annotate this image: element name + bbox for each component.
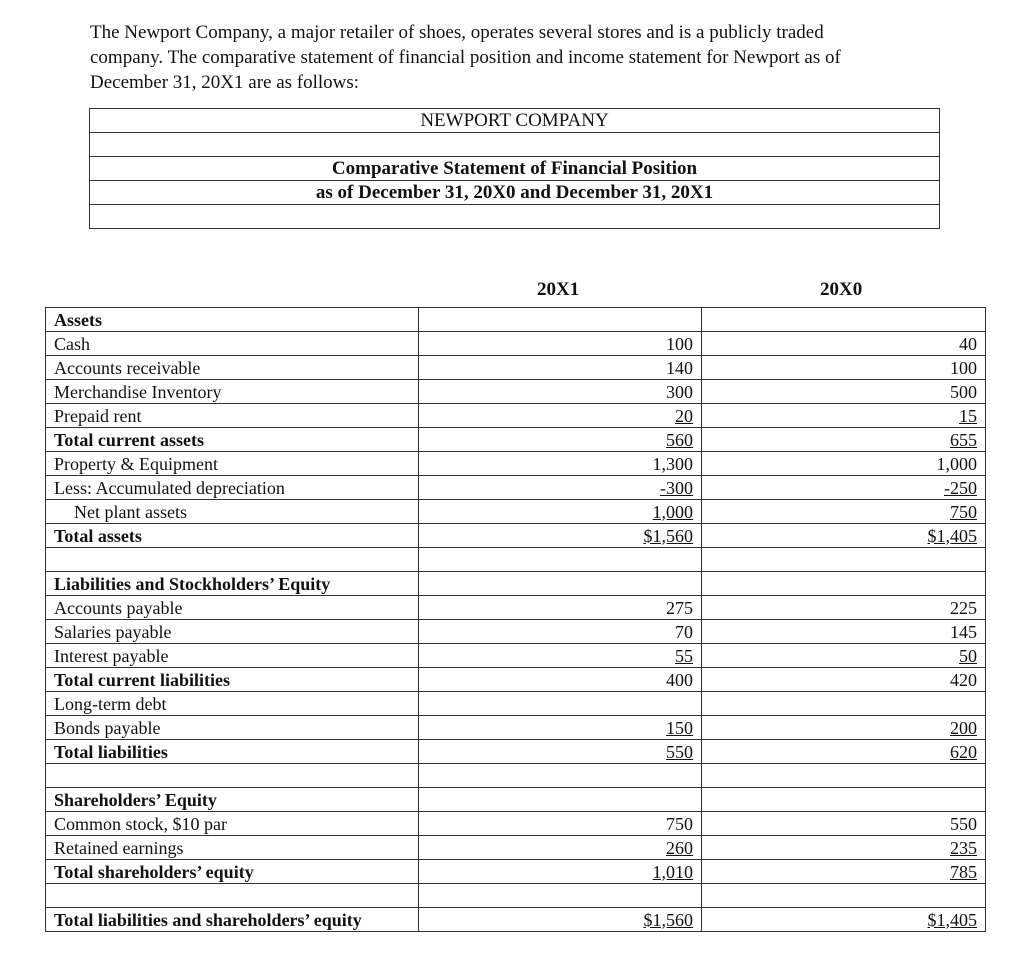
value-20x0 — [702, 692, 986, 716]
value-20x0 — [702, 428, 986, 452]
amount: 55 — [675, 645, 693, 666]
value-20x0 — [702, 380, 986, 404]
table-row — [46, 572, 986, 596]
row-label — [46, 548, 419, 572]
amount: 420 — [950, 669, 977, 690]
value-20x0 — [702, 812, 986, 836]
amount: 750 — [950, 501, 977, 522]
value-20x0 — [702, 716, 986, 740]
amount: 225 — [950, 597, 977, 618]
row-label: Retained earnings — [46, 836, 419, 860]
table-row — [46, 596, 986, 620]
header-spacer — [90, 205, 940, 229]
value-20x1 — [419, 500, 702, 524]
value-20x1 — [419, 452, 702, 476]
table-row — [46, 836, 986, 860]
table-row — [46, 716, 986, 740]
value-20x1 — [419, 524, 702, 548]
amount: $1,405 — [927, 909, 977, 930]
row-label: Liabilities and Stockholders’ Equity — [46, 572, 419, 596]
amount: 40 — [959, 333, 977, 354]
value-20x0 — [702, 740, 986, 764]
row-label: Total shareholders’ equity — [46, 860, 419, 884]
amount: 550 — [666, 741, 693, 762]
table-row — [46, 380, 986, 404]
table-row — [46, 476, 986, 500]
amount: $1,560 — [643, 525, 693, 546]
value-20x1 — [419, 428, 702, 452]
company-name: NEWPORT COMPANY — [90, 109, 940, 133]
row-label: Shareholders’ Equity — [46, 788, 419, 812]
table-row — [46, 764, 986, 788]
value-20x1 — [419, 692, 702, 716]
value-20x0 — [702, 404, 986, 428]
table-row — [46, 404, 986, 428]
value-20x0 — [702, 524, 986, 548]
value-20x0 — [702, 332, 986, 356]
row-label: Prepaid rent — [46, 404, 419, 428]
value-20x1 — [419, 380, 702, 404]
amount: 785 — [950, 861, 977, 882]
amount: 560 — [666, 429, 693, 450]
intro-line: The Newport Company, a major retailer of shoes, operates several stores and is a publicly traded — [90, 22, 824, 43]
table-row — [46, 620, 986, 644]
row-label: Total liabilities — [46, 740, 419, 764]
value-20x0 — [702, 788, 986, 812]
value-20x1 — [419, 644, 702, 668]
amount: 200 — [950, 717, 977, 738]
table-row — [46, 668, 986, 692]
statement-header-table — [89, 108, 940, 229]
value-20x1 — [419, 788, 702, 812]
value-20x0 — [702, 500, 986, 524]
column-header-20x1: 20X1 — [537, 279, 580, 300]
intro-paragraph — [90, 20, 900, 95]
amount: 70 — [675, 621, 693, 642]
amount: 300 — [666, 381, 693, 402]
table-row — [46, 332, 986, 356]
amount: 100 — [950, 357, 977, 378]
amount: 260 — [666, 837, 693, 858]
value-20x0 — [702, 452, 986, 476]
value-20x0 — [702, 596, 986, 620]
amount: 20 — [675, 405, 693, 426]
value-20x1 — [419, 764, 702, 788]
value-20x0 — [702, 860, 986, 884]
amount: 145 — [950, 621, 977, 642]
amount: 100 — [666, 333, 693, 354]
row-label: Accounts payable — [46, 596, 419, 620]
table-row — [46, 428, 986, 452]
row-label: Merchandise Inventory — [46, 380, 419, 404]
amount: 1,010 — [652, 861, 693, 882]
financial-position-table — [45, 307, 986, 932]
amount: 1,000 — [652, 501, 693, 522]
value-20x1 — [419, 404, 702, 428]
amount: 50 — [959, 645, 977, 666]
amount: 655 — [950, 429, 977, 450]
value-20x1 — [419, 836, 702, 860]
intro-line: company. The comparative statement of financial position and income statement for Newport as of — [90, 47, 841, 68]
table-row — [46, 548, 986, 572]
table-row — [46, 356, 986, 380]
value-20x1 — [419, 476, 702, 500]
row-label: Property & Equipment — [46, 452, 419, 476]
value-20x1 — [419, 308, 702, 332]
amount: 140 — [666, 357, 693, 378]
value-20x1 — [419, 356, 702, 380]
table-row — [46, 500, 986, 524]
value-20x1 — [419, 332, 702, 356]
row-label: Bonds payable — [46, 716, 419, 740]
table-row — [46, 644, 986, 668]
amount: $1,405 — [927, 525, 977, 546]
amount: 275 — [666, 597, 693, 618]
value-20x0 — [702, 644, 986, 668]
row-label: Total current assets — [46, 428, 419, 452]
amount: -300 — [660, 477, 693, 498]
amount: 620 — [950, 741, 977, 762]
row-label — [46, 884, 419, 908]
row-label: Salaries payable — [46, 620, 419, 644]
header-spacer — [90, 133, 940, 157]
table-row — [46, 908, 986, 932]
amount: 235 — [950, 837, 977, 858]
amount: 500 — [950, 381, 977, 402]
amount: 1,300 — [652, 453, 693, 474]
value-20x0 — [702, 908, 986, 932]
row-label: Cash — [46, 332, 419, 356]
table-row — [46, 452, 986, 476]
value-20x1 — [419, 908, 702, 932]
row-label: Total current liabilities — [46, 668, 419, 692]
value-20x0 — [702, 308, 986, 332]
amount: 1,000 — [936, 453, 977, 474]
statement-date: as of December 31, 20X0 and December 31, 20X1 — [90, 181, 940, 205]
value-20x0 — [702, 476, 986, 500]
value-20x0 — [702, 836, 986, 860]
row-label: Interest payable — [46, 644, 419, 668]
table-row — [46, 308, 986, 332]
value-20x1 — [419, 620, 702, 644]
value-20x0 — [702, 548, 986, 572]
table-row — [46, 524, 986, 548]
amount: 750 — [666, 813, 693, 834]
value-20x1 — [419, 596, 702, 620]
amount: 150 — [666, 717, 693, 738]
table-row — [46, 884, 986, 908]
value-20x0 — [702, 884, 986, 908]
value-20x1 — [419, 572, 702, 596]
value-20x1 — [419, 860, 702, 884]
statement-title: Comparative Statement of Financial Position — [90, 157, 940, 181]
row-label: Total assets — [46, 524, 419, 548]
row-label: Net plant assets — [46, 500, 419, 524]
row-label: Total liabilities and shareholders’ equity — [46, 908, 419, 932]
value-20x0 — [702, 668, 986, 692]
value-20x0 — [702, 620, 986, 644]
amount: 15 — [959, 405, 977, 426]
row-label: Accounts receivable — [46, 356, 419, 380]
value-20x0 — [702, 356, 986, 380]
row-label: Long-term debt — [46, 692, 419, 716]
amount: 400 — [666, 669, 693, 690]
table-row — [46, 740, 986, 764]
table-row — [46, 788, 986, 812]
row-label: Common stock, $10 par — [46, 812, 419, 836]
value-20x1 — [419, 548, 702, 572]
value-20x0 — [702, 764, 986, 788]
table-row — [46, 860, 986, 884]
value-20x1 — [419, 740, 702, 764]
value-20x0 — [702, 572, 986, 596]
table-row — [46, 812, 986, 836]
column-header-20x0: 20X0 — [820, 279, 863, 300]
amount: $1,560 — [643, 909, 693, 930]
value-20x1 — [419, 884, 702, 908]
row-label: Less: Accumulated depreciation — [46, 476, 419, 500]
value-20x1 — [419, 716, 702, 740]
row-label: Assets — [46, 308, 419, 332]
amount: -250 — [944, 477, 977, 498]
value-20x1 — [419, 668, 702, 692]
intro-line: December 31, 20X1 are as follows: — [90, 72, 360, 93]
table-row — [46, 692, 986, 716]
value-20x1 — [419, 812, 702, 836]
amount: 550 — [950, 813, 977, 834]
row-label — [46, 764, 419, 788]
